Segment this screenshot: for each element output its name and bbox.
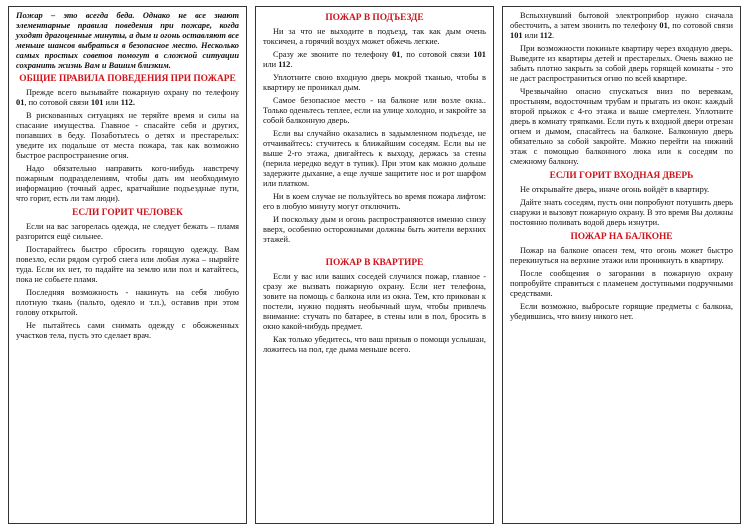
lie-down-paragraph: Как только убедитесь, что ваш призыв о помощи услышан, ложитесь на пол, где дыма меньше всего. <box>263 334 486 354</box>
dangerous-descent-paragraph: Чрезвычайно опасно спускаться вниз по веревкам, простыням, водосточным трубам и прыгать из окон: каждый второй прыжок с 4-го этажа и выше смертелен. Уплотните дверь в комнату тряпками. Если путь к входной двери отрезан огнем и дымом, спасайтесь на балконе. Балконную дверь обязательно за собой закройте. Можно перейти на нижний этаж с помощью балконного люка или к соседям по смежному балкону. <box>510 87 733 166</box>
appliance-paragraph: Вспыхнувший бытовой электроприбор нужно сначала обесточить, а затем звонить по телефону 01, по сотовой связи 101 или 112. <box>510 11 733 40</box>
intro-paragraph: Пожар – это всегда беда. Однако не все знают элементарные правила поведения при пожаре, когда уходят драгоценные минуты, а дым и огонь оставляют все меньше шансов выбраться в безопасное место. Несколько самых простых советов помогут в сложной ситуации сохранить жизнь Вам и Вашим близким. <box>16 11 239 70</box>
no-elevator-paragraph: Ни в коем случае не пользуйтесь во время пожара лифтом: его в любую минуту могут отключить. <box>263 191 486 211</box>
meet-firefighters-paragraph: Надо обязательно направить кого-нибудь навстречу пожарным подразделениям, чтобы дать им необходимую информацию (точный адрес, кратчайшие подъездные пути, что горит, есть ли там люди). <box>16 163 239 203</box>
column-stairwell-apartment <box>255 6 494 524</box>
upper-floors-paragraph: И поскольку дым и огонь распространяются именно снизу вверх, особенно осторожными должны быть жители верхних этажей. <box>263 214 486 244</box>
heading-balcony-fire: ПОЖАР НА БАЛКОНЕ <box>570 231 673 242</box>
heading-person-on-fire: ЕСЛИ ГОРИТ ЧЕЛОВЕК <box>72 207 183 218</box>
call-now-paragraph: Сразу же звоните по телефону 01, по сотовой связи 101 или 112. <box>263 49 486 69</box>
drop-clothes-paragraph: Постарайтесь быстро сбросить горящую одежду. Вам повезло, если рядом сугроб снега или любая лужа – ныряйте туда. Если их нет, то падайте на землю или пол и катайтесь, пока не собьете пламя. <box>16 244 239 284</box>
call-for-help-paragraph: Если у вас или ваших соседей случился пожар, главное - сразу же вызвать пожарную охрану. Если нет телефона, зовите на помощь с балкона или из окна. Тем, кто прикован к постели, нужно поднять необычный шум, чтобы привлечь внимание: стучать по батарее, в стены или в пол, бросить в окно какой-нибудь предмет. <box>263 271 486 331</box>
column-general-rules <box>8 6 247 524</box>
safest-place-paragraph: Самое безопасное место - на балконе или возле окна.. Только оденьтесь теплее, если на улице холодно, и закройте за собой балконную дверь. <box>263 95 486 125</box>
seal-door-paragraph: Уплотните свою входную дверь мокрой тканью, чтобы в квартиру не проникал дым. <box>263 72 486 92</box>
tell-neighbors-paragraph: Дайте знать соседям, пусть они попробуют потушить дверь снаружи и вызовут пожарную охрану. В это время Вы должны постоянно поливать водой дверь изнутри. <box>510 197 733 227</box>
heading-apartment-fire: ПОЖАР В КВАРТИРЕ <box>325 257 424 268</box>
dont-run-paragraph: Если на вас загорелась одежда, не следует бежать – пламя разгорится ещё сильнее. <box>16 221 239 241</box>
heading-general-rules: ОБЩИЕ ПРАВИЛА ПОВЕДЕНИЯ ПРИ ПОЖАРЕ <box>19 74 236 84</box>
heading-door-on-fire: ЕСЛИ ГОРИТ ВХОДНАЯ ДВЕРЬ <box>549 171 694 181</box>
dont-exit-paragraph: Ни за что не выходите в подъезд, так как дым очень токсичен, а горячий воздух может обжечь легкие. <box>263 26 486 46</box>
throw-items-paragraph: Если возможно, выбросьте горящие предметы с балкона, убедившись, что внизу никого нет. <box>510 301 733 321</box>
cover-cloth-paragraph: Последняя возможность - накинуть на себя любую плотную ткань (пальто, одеяло и т.п.), оставив при этом голову открытой. <box>16 287 239 317</box>
save-people-paragraph: В рискованных ситуациях не теряйте время и силы на спасание имущества. Главное - спасайте себя и других, попавших в беду. Позаботьтесь о детях и престарелых: уведите их подальше от места пожара, так как возможно быстрое распространение огня. <box>16 110 239 160</box>
balcony-danger-paragraph: Пожар на балконе опасен тем, что огонь может быстро перекинуться на верхние этажи или проникнуть в квартиру. <box>510 245 733 265</box>
column-door-balcony <box>502 6 741 524</box>
doctor-paragraph: Не пытайтесь сами снимать одежду с обожженных участков тела, пусть это сделает врач. <box>16 320 239 340</box>
heading-stairwell-fire: ПОЖАР В ПОДЪЕЗДЕ <box>325 13 424 23</box>
call-fire-service-paragraph: Прежде всего вызывайте пожарную охрану по телефону 01, по сотовой связи 101 или 112. <box>16 87 239 107</box>
extinguish-paragraph: После сообщения о загорании в пожарную охрану попробуйте справиться с пламенем доступными подручными средствами. <box>510 268 733 298</box>
smoky-stairwell-paragraph: Если вы случайно оказались в задымленном подъезде, не отчаивайтесь: стучитесь к ближайшим соседям. Если вы не выше 2-го этажа, двигайтесь к выходу, держась за стены (перила нередко ведут в тупик). При этом как можно дольше задержите дыхание, а еще лучше защитите нос и рот шарфом или платком. <box>263 128 486 188</box>
dont-open-door-paragraph: Не открывайте дверь, иначе огонь войдёт в квартиру. <box>520 184 710 194</box>
leave-apartment-paragraph: При возможности покиньте квартиру через входную дверь. Выведите из квартиры детей и престарелых. Очень важно не забыть плотно закрыть за собой дверь горящей комнаты - это не даст распространиться огню по всей квартире. <box>510 44 733 83</box>
